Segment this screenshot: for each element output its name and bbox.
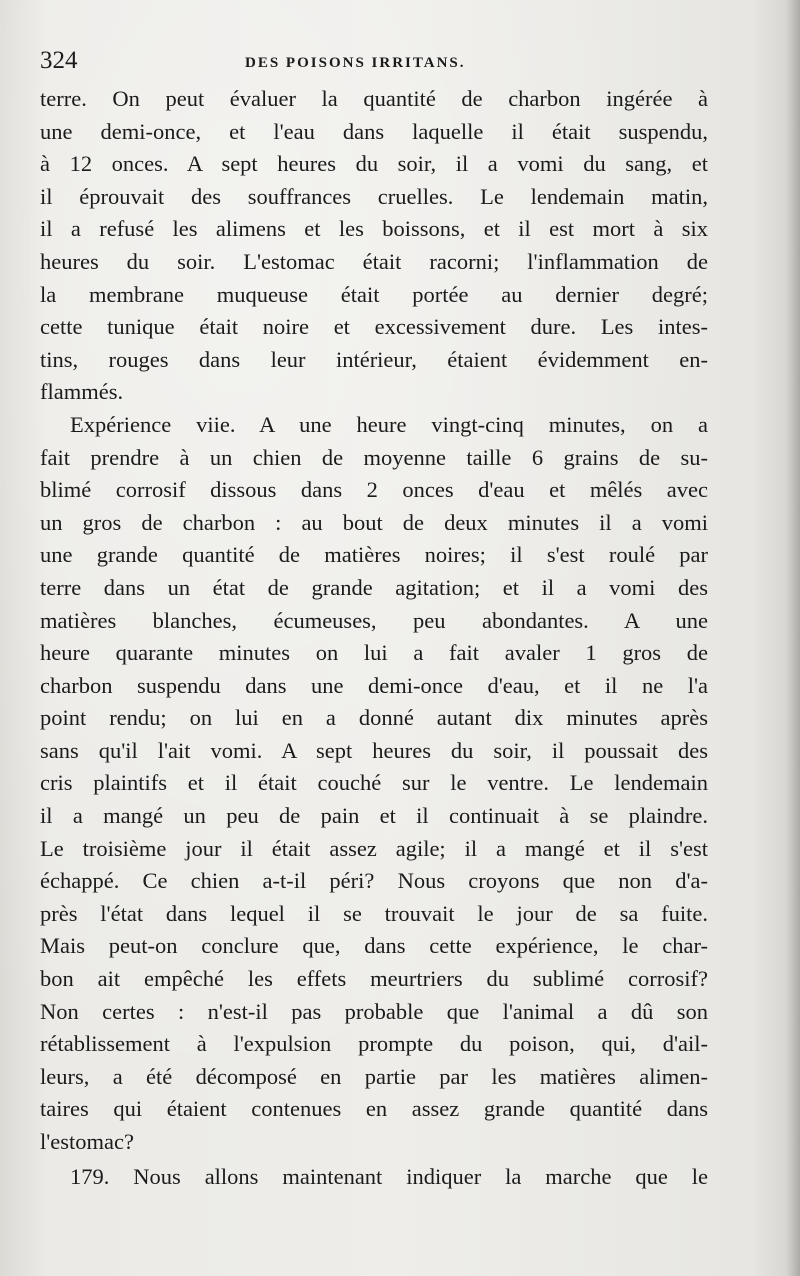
text-line: bon ait empêché les effets meurtriers du sublimé corrosif? <box>40 966 708 992</box>
text-line: terre. On peut évaluer la quantité de charbon ingérée à <box>40 86 708 111</box>
text-line: à 12 onces. A sept heures du soir, il a vomi du sang, et <box>40 151 708 177</box>
experience-heading-line: Expérience viie. A une heure vingt-cinq minutes, on a <box>70 411 708 437</box>
text-line: heures du soir. L'estomac était racorni; l'inflammation de <box>40 248 708 274</box>
text-line: cette tunique était noire et excessivement dure. Les intes- <box>40 314 708 340</box>
text-line: blimé corrosif dissous dans 2 onces d'eau et mêlés avec <box>40 477 708 503</box>
text-line: tins, rouges dans leur intérieur, étaient évidemment en- <box>40 346 708 372</box>
text-line: il éprouvait des souffrances cruelles. Le lendemain matin, <box>40 183 708 209</box>
text-line: un gros de charbon : au bout de deux minutes il a vomi <box>40 509 708 535</box>
text-line: il a refusé les alimens et les boissons, et il est mort à six <box>40 216 708 242</box>
text-line: il a mangé un peu de pain et il continuait à se plaindre. <box>40 803 708 829</box>
text-line: Le troisième jour il était assez agile; il a mangé et il s'est <box>40 835 708 861</box>
text-line: point rendu; on lui en a donné autant dix minutes après <box>40 705 708 731</box>
text-line: charbon suspendu dans une demi-once d'eau, et il ne l'a <box>40 672 708 698</box>
text-line: près l'état dans lequel il se trouvait le jour de sa fuite. <box>40 900 708 926</box>
text-line: sans qu'il l'ait vomi. A sept heures du soir, il poussait des <box>40 737 708 763</box>
text-line: terre dans un état de grande agitation; et il a vomi des <box>40 574 708 600</box>
text-line: cris plaintifs et il était couché sur le ventre. Le lendemain <box>40 770 708 796</box>
text-line: l'estomac? <box>40 1129 135 1154</box>
text-line: taires qui étaient contenues en assez grande quantité dans <box>40 1096 708 1122</box>
page-header <box>40 44 710 78</box>
text-line: échappé. Ce chien a-t-il péri? Nous croyons que non d'a- <box>40 868 708 894</box>
text-line: une demi-once, et l'eau dans laquelle il était suspendu, <box>40 118 708 144</box>
page-number: 324 <box>40 47 78 74</box>
text-line: heure quarante minutes on lui a fait avaler 1 gros de <box>40 640 708 666</box>
running-head: DES POISONS IRRITANS. <box>245 55 466 71</box>
text-line: rétablissement à l'expulsion prompte du poison, qui, d'ail- <box>40 1031 708 1057</box>
text-line: la membrane muqueuse était portée au dernier degré; <box>40 281 708 307</box>
text-line: Mais peut-on conclure que, dans cette expérience, le char- <box>40 933 708 959</box>
text-line: leurs, a été décomposé en partie par les matières alimen- <box>40 1063 708 1089</box>
text-line: une grande quantité de matières noires; il s'est roulé par <box>40 542 708 568</box>
text-line: Non certes : n'est-il pas probable que l'animal a dû son <box>40 998 708 1024</box>
text-line: fait prendre à un chien de moyenne taille 6 grains de su- <box>40 444 708 470</box>
text-line: matières blanches, écumeuses, peu abondantes. A une <box>40 607 708 633</box>
page-edge-shadow <box>786 0 800 1276</box>
section-179-line: 179. Nous allons maintenant indiquer la marche que le <box>70 1163 708 1189</box>
text-line: flammés. <box>40 379 124 405</box>
body-text <box>40 83 708 1193</box>
